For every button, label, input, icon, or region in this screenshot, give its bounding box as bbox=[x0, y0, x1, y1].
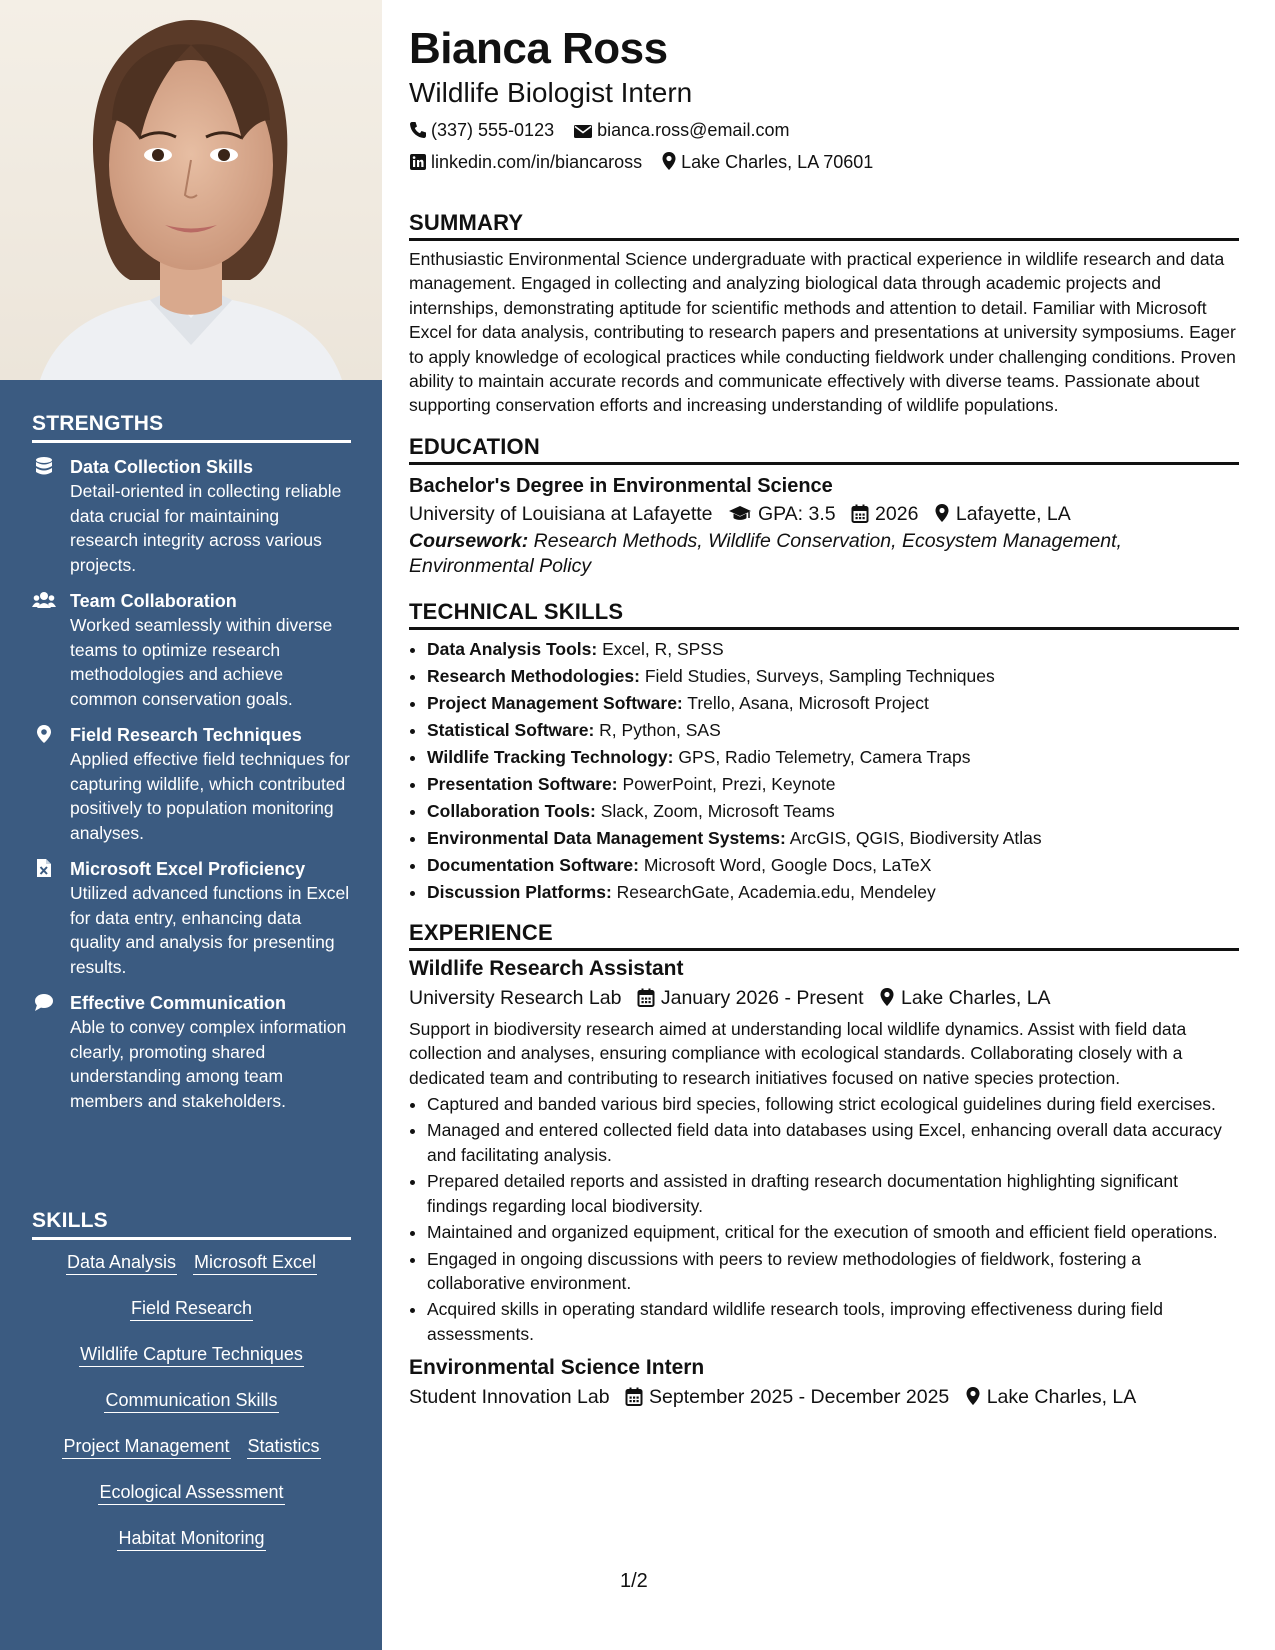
phone-text: (337) 555-0123 bbox=[431, 120, 555, 140]
skill-tag: Microsoft Excel bbox=[193, 1250, 317, 1275]
graduation-cap-icon bbox=[728, 505, 752, 523]
school-name: University of Louisiana at Lafayette bbox=[409, 502, 713, 525]
portrait-illustration bbox=[0, 0, 382, 380]
year-item bbox=[851, 499, 918, 529]
map-pin-icon bbox=[965, 1386, 981, 1406]
job-dates: January 2026 - Present bbox=[660, 986, 864, 1009]
contact-line-1 bbox=[409, 114, 1239, 146]
job-entry bbox=[409, 955, 1239, 1346]
list-item: • Project Management Software: Trello, Asana, Microsoft Project bbox=[427, 690, 1239, 717]
contact-phone[interactable] bbox=[409, 114, 554, 146]
map-pin-icon bbox=[34, 724, 54, 744]
technical-skills-list bbox=[409, 636, 1239, 906]
skill-tag: Habitat Monitoring bbox=[117, 1526, 265, 1551]
list-item: • Discussion Platforms: ResearchGate, Academia.edu, Mendeley bbox=[427, 879, 1239, 906]
job-location-item bbox=[879, 983, 1051, 1013]
job-title: Environmental Science Intern bbox=[409, 1356, 705, 1380]
strength-description: Able to convey complex information clearly, promoting shared understanding among team members and stakeholders. bbox=[70, 1017, 347, 1111]
map-pin-icon bbox=[661, 151, 677, 171]
coursework-label: Coursework: bbox=[409, 529, 529, 552]
list-item: • Statistical Software: R, Python, SAS bbox=[427, 717, 1239, 744]
profile-photo bbox=[0, 0, 382, 380]
job-location: Lake Charles, LA bbox=[900, 986, 1051, 1009]
candidate-name: Bianca Ross bbox=[409, 24, 668, 73]
list-item: • Documentation Software: Microsoft Word, Google Docs, LaTeX bbox=[427, 852, 1239, 879]
list-item: • Managed and entered collected field data into databases using Excel, enhancing overall data accuracy and facilitating analysis. bbox=[427, 1118, 1239, 1167]
map-pin-icon bbox=[879, 987, 895, 1007]
list-item: • Collaboration Tools: Slack, Zoom, Microsoft Teams bbox=[427, 798, 1239, 825]
strengths-heading: STRENGTHS bbox=[32, 412, 351, 443]
strength-title: Field Research Techniques bbox=[70, 725, 302, 745]
linkedin-text: linkedin.com/in/biancaross bbox=[431, 152, 643, 172]
strength-item bbox=[32, 589, 351, 711]
job-meta bbox=[409, 983, 1239, 1013]
list-item: • Data Analysis Tools: Excel, R, SPSS bbox=[427, 636, 1239, 663]
strength-item bbox=[32, 723, 351, 845]
skills-heading: SKILLS bbox=[32, 1209, 351, 1240]
experience-section bbox=[409, 920, 1239, 1412]
page-number: 1/2 bbox=[620, 1570, 648, 1592]
phone-icon bbox=[409, 121, 427, 139]
job-entry bbox=[409, 1354, 1239, 1412]
skills-list bbox=[32, 1250, 351, 1553]
education-location-item bbox=[934, 499, 1071, 529]
sidebar bbox=[0, 0, 382, 1650]
strength-description: Worked seamlessly within diverse teams to optimize research methodologies and achieve common conservation goals. bbox=[70, 615, 333, 709]
calendar-icon bbox=[625, 1387, 643, 1406]
strength-item bbox=[32, 991, 351, 1113]
job-dates-item bbox=[637, 983, 864, 1013]
strength-title: Data Collection Skills bbox=[70, 457, 254, 477]
linkedin-icon bbox=[409, 153, 427, 171]
list-item: • Wildlife Tracking Technology: GPS, Radio Telemetry, Camera Traps bbox=[427, 744, 1239, 771]
experience-heading: EXPERIENCE bbox=[409, 920, 1239, 951]
comment-icon bbox=[34, 992, 54, 1012]
list-item: • Environmental Data Management Systems: ArcGIS, QGIS, Biodiversity Atlas bbox=[427, 825, 1239, 852]
job-location: Lake Charles, LA bbox=[986, 1386, 1137, 1409]
map-pin-icon bbox=[934, 503, 950, 523]
summary-heading: SUMMARY bbox=[409, 210, 1239, 241]
strength-item bbox=[32, 455, 351, 577]
list-item: • Maintained and organized equipment, critical for the execution of smooth and efficient field operations. bbox=[427, 1220, 1239, 1244]
database-icon bbox=[34, 456, 54, 476]
graduation-year: 2026 bbox=[875, 502, 919, 525]
skill-tag: Field Research bbox=[130, 1296, 253, 1321]
education-heading: EDUCATION bbox=[409, 434, 1239, 465]
users-icon bbox=[32, 590, 56, 610]
main-content bbox=[409, 22, 1239, 1412]
list-item: • Presentation Software: PowerPoint, Prezi, Keynote bbox=[427, 771, 1239, 798]
job-location-item bbox=[965, 1382, 1137, 1412]
technical-skills-section bbox=[409, 599, 1239, 906]
contact-location bbox=[661, 146, 873, 178]
skill-tag: Ecological Assessment bbox=[98, 1480, 284, 1505]
education-location: Lafayette, LA bbox=[955, 502, 1071, 525]
strengths-section bbox=[32, 412, 351, 1113]
job-organization: Student Innovation Lab bbox=[409, 1386, 610, 1409]
degree-title: Bachelor's Degree in Environmental Science bbox=[409, 474, 833, 497]
skill-tag: Wildlife Capture Techniques bbox=[79, 1342, 304, 1367]
job-meta bbox=[409, 1382, 1239, 1412]
envelope-icon bbox=[573, 123, 593, 139]
summary-text: Enthusiastic Environmental Science undergraduate with practical experience in wildlife research and data management. Engaged in collecting and analyzing biological data through academic projects and internships, demonstrating aptitude for scientific methods and attention to detail. Familiar with Microsoft Excel for data analysis, contributing to research papers and presentations at university symposiums. Eager to apply knowledge of ecological practices while conducting fieldwork under challenging conditions. Proven ability to maintain accurate records and communicate effectively with diverse teams. Passionate about supporting conservation efforts and increasing understanding of wildlife populations. bbox=[409, 249, 1236, 416]
email-text: bianca.ross@email.com bbox=[597, 120, 790, 140]
gpa-item bbox=[728, 499, 836, 529]
education-section bbox=[409, 434, 1239, 579]
coursework-list: Research Methods, Wildlife Conservation, Ecosystem Management, Environmental Policy bbox=[409, 529, 1122, 577]
calendar-icon bbox=[851, 504, 869, 523]
list-item: • Captured and banded various bird species, following strict ecological guidelines during field exercises. bbox=[427, 1092, 1239, 1116]
contact-line-2 bbox=[409, 146, 1239, 178]
job-dates-item bbox=[625, 1382, 949, 1412]
coursework bbox=[409, 529, 1239, 579]
technical-skills-heading: TECHNICAL SKILLS bbox=[409, 599, 1239, 630]
job-title-heading: Wildlife Biologist Intern bbox=[409, 77, 693, 108]
skill-tag: Statistics bbox=[247, 1434, 321, 1459]
skill-tag: Project Management bbox=[62, 1434, 230, 1459]
list-item: • Acquired skills in operating standard wildlife research tools, improving effectiveness during field assessments. bbox=[427, 1297, 1239, 1346]
strength-title: Microsoft Excel Proficiency bbox=[70, 859, 306, 879]
calendar-icon bbox=[637, 988, 655, 1007]
summary-section bbox=[409, 210, 1239, 418]
gpa-text: GPA: 3.5 bbox=[757, 502, 836, 525]
strength-item bbox=[32, 857, 351, 979]
job-dates: September 2025 - December 2025 bbox=[649, 1386, 950, 1409]
strength-title: Effective Communication bbox=[70, 993, 287, 1013]
excel-file-icon bbox=[34, 858, 54, 878]
skills-section bbox=[32, 1209, 351, 1572]
skill-tag: Communication Skills bbox=[104, 1388, 278, 1413]
education-meta bbox=[409, 499, 1239, 529]
location-text: Lake Charles, LA 70601 bbox=[681, 152, 874, 172]
job-organization: University Research Lab bbox=[409, 986, 622, 1009]
job-bullets bbox=[409, 1092, 1239, 1346]
list-item: • Engaged in ongoing discussions with peers to review methodologies of fieldwork, fostering a collaborative environment. bbox=[427, 1247, 1239, 1296]
strength-description: Detail-oriented in collecting reliable data crucial for maintaining research integrity across various projects. bbox=[70, 481, 342, 575]
strength-description: Utilized advanced functions in Excel for data entry, enhancing data quality and analysis for presenting results. bbox=[70, 883, 350, 977]
contact-email[interactable] bbox=[573, 114, 789, 146]
contact-linkedin[interactable] bbox=[409, 146, 642, 178]
job-description: Support in biodiversity research aimed at understanding local wildlife dynamics. Assist with field data collection and analyses, ensuring compliance with ecological standards. Collaborating closely with a dedicated team and contributing to research initiatives focused on native species protection. bbox=[409, 1018, 1187, 1088]
list-item: • Research Methodologies: Field Studies, Surveys, Sampling Techniques bbox=[427, 663, 1239, 690]
strength-description: Applied effective field techniques for capturing wildlife, which contributed positively to population monitoring analyses. bbox=[70, 749, 350, 843]
strength-title: Team Collaboration bbox=[70, 591, 237, 611]
skill-tag: Data Analysis bbox=[66, 1250, 177, 1275]
job-title: Wildlife Research Assistant bbox=[409, 956, 684, 980]
list-item: • Prepared detailed reports and assisted in drafting research documentation highlighting significant findings regarding local biodiversity. bbox=[427, 1169, 1239, 1218]
